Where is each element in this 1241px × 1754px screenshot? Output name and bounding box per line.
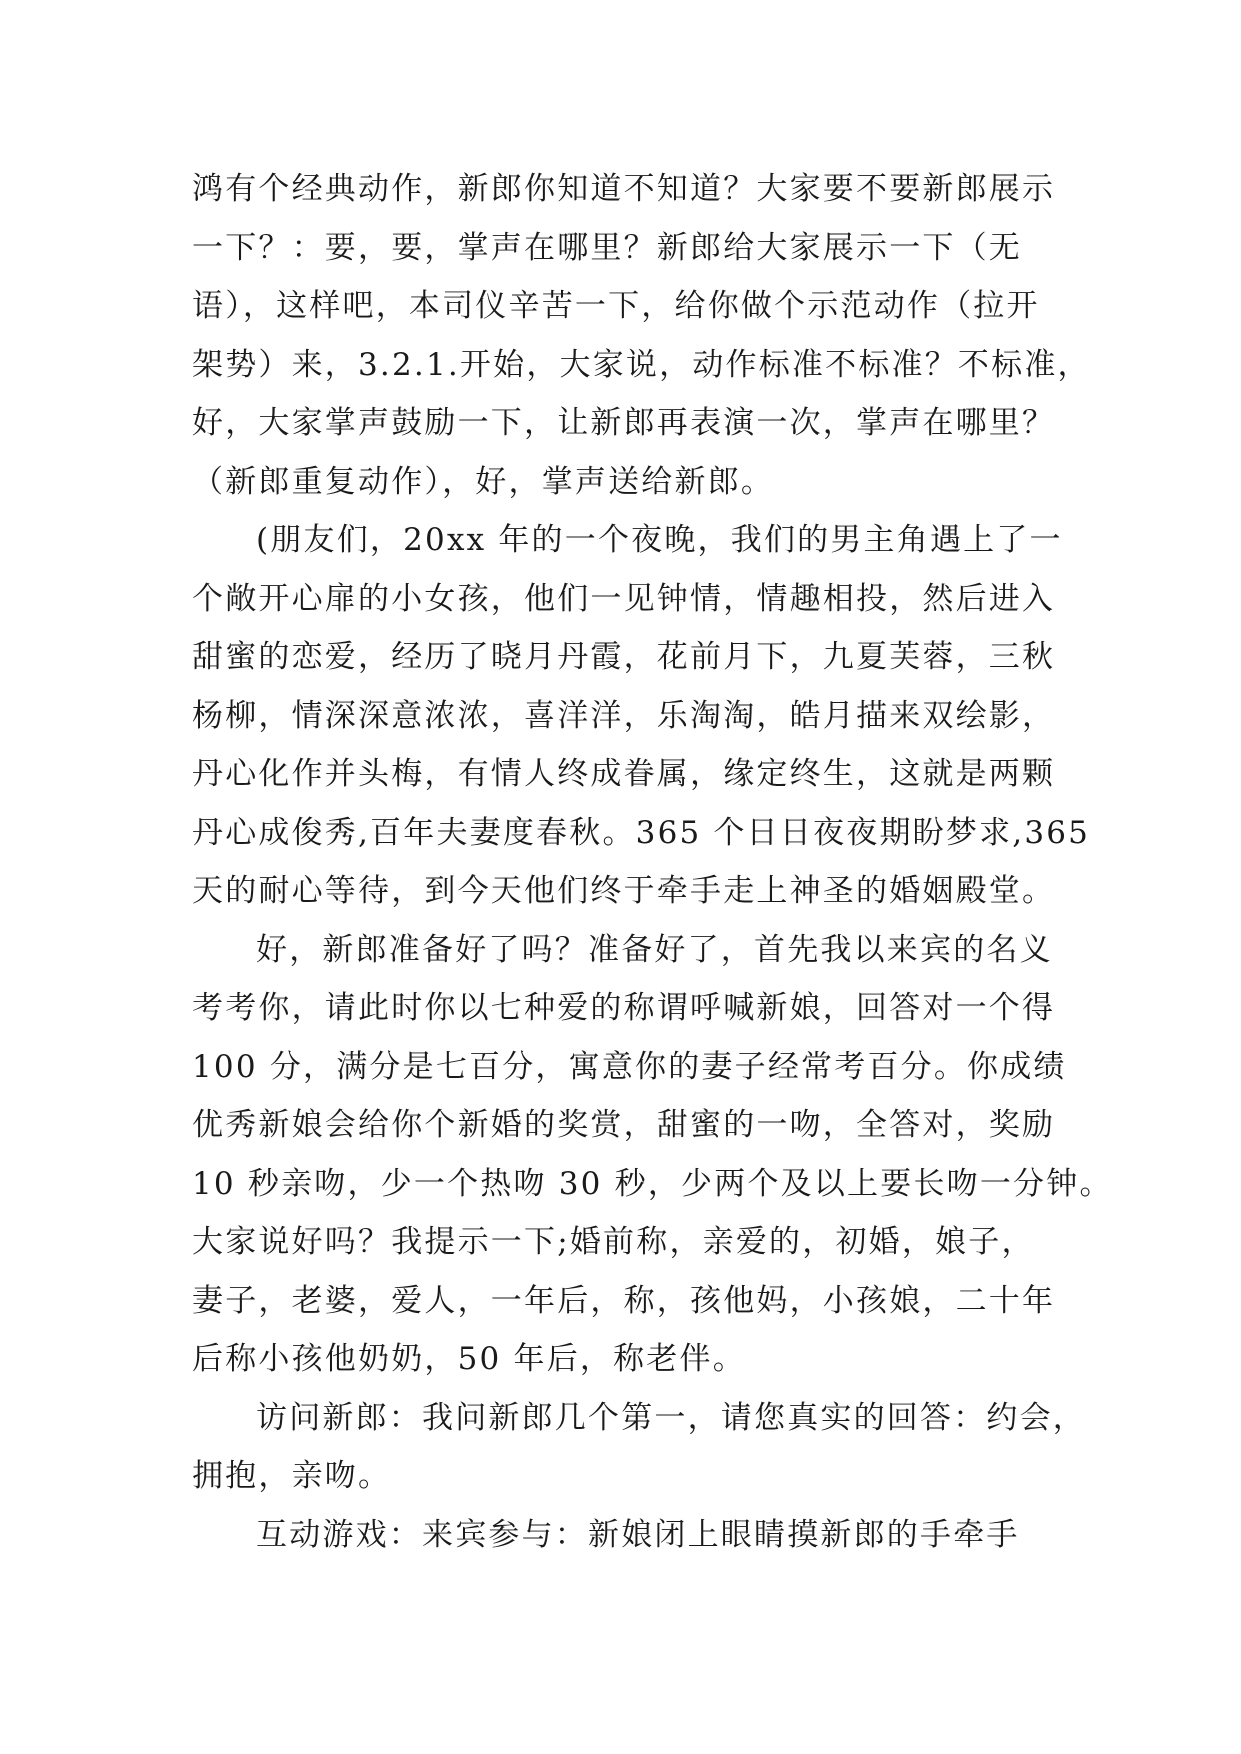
text-line: 妻子，老婆，爱人，一年后，称，孩他妈，小孩娘，二十年 [192,1282,1056,1319]
text-line: 架势）来，3.2.1.开始，大家说，动作标准不标准？不标准， [192,346,1091,383]
text-line: 10 秒亲吻，少一个热吻 30 秒，少两个及以上要长吻一分钟。 [192,1165,1113,1202]
text-line: 杨柳，情深深意浓浓，喜洋洋，乐淘淘，皓月描来双绘影， [192,697,1056,734]
text-line: 后称小孩他奶奶，50 年后，称老伴。 [192,1341,746,1377]
text-line: 优秀新娘会给你个新婚的奖赏，甜蜜的一吻，全答对，奖励 [192,1107,1056,1143]
paragraph-first-line: 好，新郎准备好了吗？准备好了，首先我以来宾的名义 [256,931,1053,968]
paragraph-first-line: (朋友们，20xx 年的一个夜晚，我们的男主角遇上了一 [256,522,1063,558]
text-line: 拥抱，亲吻。 [192,1458,392,1494]
text-line: 天的耐心等待，到今天他们终于牵手走上神圣的婚姻殿堂。 [192,873,1056,909]
text-line: 大家说好吗？我提示一下;婚前称，亲爱的，初婚，娘子， [192,1224,1035,1260]
text-line: 丹心成俊秀,百年夫妻度春秋。365 个日日夜夜期盼梦求,365 [192,814,1091,851]
document-body [192,160,1113,1564]
text-line: 好，大家掌声鼓励一下，让新郎再表演一次，掌声在哪里？ [192,405,1056,441]
text-line: 鸿有个经典动作，新郎你知道不知道？大家要不要新郎展示 [192,171,1056,207]
text-line: 丹心化作并头梅，有情人终成眷属，缘定终生，这就是两颗 [192,756,1056,792]
text-line: 甜蜜的恋爱，经历了晓月丹霞，花前月下，九夏芙蓉，三秋 [192,639,1056,675]
text-line: 语），这样吧，本司仪辛苦一下，给你做个示范动作（拉开 [192,288,1040,324]
text-line: 考考你，请此时你以七种爱的称谓呼喊新娘，回答对一个得 [192,990,1056,1026]
paragraph-first-line: 访问新郎：我问新郎几个第一，请您真实的回答：约会， [256,1399,1086,1436]
text-line: （新郎重复动作），好，掌声送给新郎。 [192,463,775,500]
paragraph-first-line: 互动游戏：来宾参与：新娘闭上眼睛摸新郎的手牵手 [256,1516,1020,1553]
text-line: 一下？：要，要，掌声在哪里？新郎给大家展示一下（无 [192,229,1022,266]
text-line: 个敞开心扉的小女孩，他们一见钟情，情趣相投，然后进入 [192,580,1056,617]
text-line: 100 分，满分是七百分，寓意你的妻子经常考百分。你成绩 [192,1048,1067,1085]
